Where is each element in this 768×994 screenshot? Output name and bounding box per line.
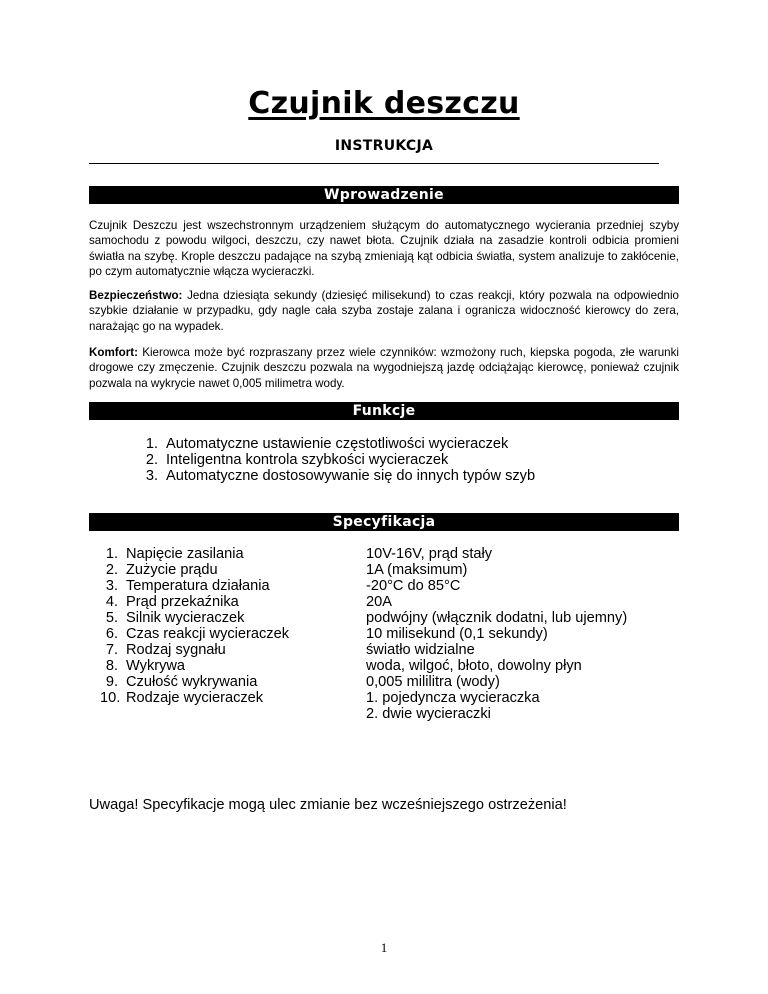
section-heading-specs: Specyfikacja <box>89 513 679 531</box>
list-item-number: 2. <box>145 452 158 468</box>
spec-number: 9. <box>105 674 118 690</box>
safety-text: Jedna dziesiąta sekundy (dziesięć milisekund) to czas reakcji, który pozwala na odpowiednio szybkie działanie w przypadku, gdy nagle cała szyba zostaje zalana i ogranicza widoczność kierowcy do zera, narażając go na wypadek. <box>89 289 679 333</box>
spec-value: 20A <box>366 594 392 610</box>
spec-label: Rodzaj sygnału <box>126 642 226 658</box>
spec-value: 1. pojedyncza wycieraczka <box>366 690 540 706</box>
spec-number: 7. <box>105 642 118 658</box>
spec-number: 6. <box>105 626 118 642</box>
spec-number: 5. <box>105 610 118 626</box>
document-subtitle: INSTRUKCJA <box>334 138 434 154</box>
spec-number: 4. <box>105 594 118 610</box>
spec-label: Wykrywa <box>126 658 186 674</box>
spec-label: Napięcie zasilania <box>126 546 244 562</box>
disclaimer-note: Uwaga! Specyfikacje mogą ulec zmianie bez wcześniejszego ostrzeżenia! <box>89 797 567 813</box>
spec-label: Czas reakcji wycieraczek <box>126 626 290 642</box>
comfort-text: Kierowca może być rozpraszany przez wiele czynników: wzmożony ruch, kiepska pogoda, złe warunki drogowe czy zmęczenie. Czujnik deszczu pozwala na wygodniejszą jazdę odciążając kierowcę, ponieważ czujnik pozwala na wykrycie nawet 0,005 milimetra wody. <box>89 346 679 390</box>
page-number: 1 <box>380 940 388 955</box>
list-item-text: Inteligentna kontrola szybkości wycieraczek <box>166 452 449 468</box>
spec-values-list <box>366 546 627 722</box>
spec-value: 10 milisekund (0,1 sekundy) <box>366 626 548 642</box>
title-divider <box>89 163 659 164</box>
list-item-text: Automatyczne dostosowywanie się do innych typów szyb <box>166 468 536 484</box>
spec-label: Czułość wykrywania <box>126 674 258 690</box>
list-item-number: 1. <box>145 436 158 452</box>
list-item-text: Automatyczne ustawienie częstotliwości wycieraczek <box>166 436 509 452</box>
spec-value: podwójny (włącznik dodatni, lub ujemny) <box>366 610 628 626</box>
comfort-paragraph <box>89 345 679 391</box>
spec-value: 0,005 mililitra (wody) <box>366 674 500 690</box>
intro-paragraph: Czujnik Deszczu jest wszechstronnym urządzeniem służącym do automatycznego wycierania przedniej szyby samochodu z powodu wilgoci, deszczu, czy nawet błota. Czujnik działa na zasadzie kontroli odbicia promieni światła na szybę. Krople deszczu padające na szybą zmieniają kąt odbicia światła, system analizuje to zakłócenie, po czym automatycznie włącza wycieraczki. <box>89 219 679 279</box>
comfort-label: Komfort: <box>89 346 138 359</box>
spec-label: Silnik wycieraczek <box>126 610 245 626</box>
spec-number: 10. <box>100 690 121 706</box>
spec-value: światło widzialne <box>366 642 475 658</box>
spec-label: Rodzaje wycieraczek <box>126 690 264 706</box>
section-heading-functions: Funkcje <box>89 402 679 420</box>
safety-paragraph <box>89 288 679 334</box>
spec-number: 3. <box>105 578 118 594</box>
spec-value: 2. dwie wycieraczki <box>366 706 491 722</box>
spec-label: Prąd przekaźnika <box>126 594 239 610</box>
safety-label: Bezpieczeństwo: <box>89 289 183 302</box>
list-item-number: 3. <box>145 468 158 484</box>
spec-value: woda, wilgoć, błoto, dowolny płyn <box>366 658 582 674</box>
spec-value: 1A (maksimum) <box>366 562 468 578</box>
spec-label: Zużycie prądu <box>126 562 218 578</box>
spec-number: 1. <box>105 546 118 562</box>
document-title: Czujnik deszczu <box>248 86 520 121</box>
spec-number: 2. <box>105 562 118 578</box>
spec-label: Temperatura działania <box>126 578 270 594</box>
spec-number: 8. <box>105 658 118 674</box>
spec-value: 10V-16V, prąd stały <box>366 546 493 562</box>
spec-value: -20°C do 85°C <box>366 578 461 594</box>
section-heading-intro: Wprowadzenie <box>89 186 679 204</box>
